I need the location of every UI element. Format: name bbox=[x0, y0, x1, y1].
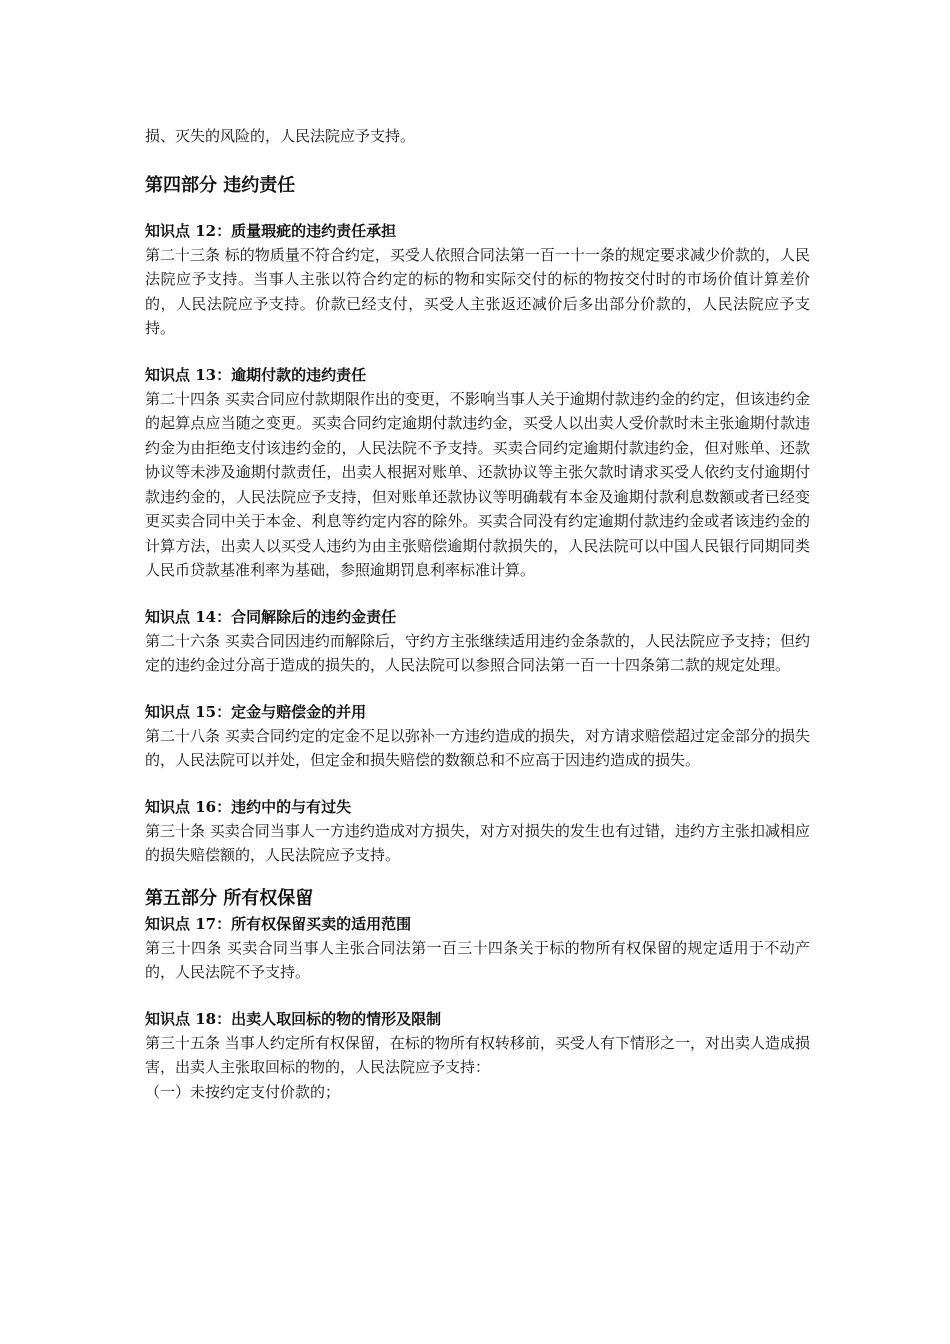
kp18-title: 知识点 18：出卖人取回标的物的情形及限制 bbox=[145, 1009, 442, 1028]
kp13-body: 第二十四条 买卖合同应付款期限作出的变更，不影响当事人关于逾期付款违约金的约定，但该违约金的起算点应当随之变更。买卖合同约定逾期付款违约金，买受人以出卖人受价款时未主张逾期付款违约金为由拒绝支付该违约金的，人民法院不予支持。买卖合同约定逾期付款违约金，但对账单、还款协议等未涉及逾期付款责任，出卖人根据对账单、还款协议等主张欠款时请求买受人依约支付逾期付款违约金的，人民法院应予支持，但对账单还款协议等明确载有本金及逾期付款利息数额或者已经变更买卖合同中关于本金、利息等约定内容的除外。买卖合同没有约定逾期付款违约金或者该违约金的计算方法，出卖人以买受人违约为由主张赔偿逾期付款损失的，人民法院可以中国人民银行同期同类人民币贷款基准利率为基础，参照逾期罚息利率标准计算。 bbox=[145, 389, 810, 579]
intro-line: 损、灭失的风险的，人民法院应予支持。 bbox=[145, 127, 416, 145]
part5-title: 第五部分 所有权保留 bbox=[145, 887, 314, 909]
knowledge-point-13 bbox=[145, 363, 810, 583]
kp14-title: 知识点 14：合同解除后的违约金责任 bbox=[145, 607, 397, 626]
knowledge-point-12 bbox=[145, 219, 810, 341]
kp12-body: 第二十三条 标的物质量不符合约定，买受人依照合同法第一百一十一条的规定要求减少价款的，人民法院应予支持。当事人主张以符合约定的标的物和实际交付的标的物按交付时的市场价值计算差价的，人民法院应予支持。价款已经支付，买受人主张返还减价后多出部分价款的，人民法院应予支持。 bbox=[145, 245, 810, 337]
kp17-title: 知识点 17：所有权保留买卖的适用范围 bbox=[145, 914, 412, 933]
kp16-title: 知识点 16：违约中的与有过失 bbox=[145, 797, 352, 816]
kp13-title: 知识点 13：逾期付款的违约责任 bbox=[145, 365, 367, 384]
kp18-body: 第三十五条 当事人约定所有权保留，在标的物所有权转移前，买受人有下情形之一，对出卖人造成损害，出卖人主张取回标的物的，人民法院应予支持： bbox=[145, 1033, 810, 1076]
document-page bbox=[145, 124, 810, 1104]
kp14-body: 第二十六条 买卖合同因违约而解除后，守约方主张继续适用违约金条款的，人民法院应予支持；但约定的违约金过分高于造成的损失的，人民法院可以参照合同法第一百一十四条第二款的规定处理。 bbox=[145, 631, 810, 674]
knowledge-point-14 bbox=[145, 605, 810, 678]
kp15-body: 第二十八条 买卖合同约定的定金不足以弥补一方违约造成的损失，对方请求赔偿超过定金部分的损失的，人民法院可以并处，但定金和损失赔偿的数额总和不应高于因违约造成的损失。 bbox=[145, 726, 810, 769]
kp16-body: 第三十条 买卖合同当事人一方违约造成对方损失，对方对损失的发生也有过错，违约方主张扣减相应的损失赔偿额的，人民法院应予支持。 bbox=[145, 821, 810, 864]
knowledge-point-18 bbox=[145, 1007, 810, 1105]
knowledge-point-17 bbox=[145, 912, 810, 985]
kp18-sub-item-1: （一）未按约定支付价款的； bbox=[145, 1082, 341, 1101]
knowledge-point-15 bbox=[145, 700, 810, 773]
part4-title: 第四部分 违约责任 bbox=[145, 174, 296, 196]
kp15-title: 知识点 15：定金与赔偿金的并用 bbox=[145, 702, 367, 721]
kp12-title: 知识点 12：质量瑕疵的违约责任承担 bbox=[145, 221, 397, 240]
kp17-body: 第三十四条 买卖合同当事人主张合同法第一百三十四条关于标的物所有权保留的规定适用于不动产的，人民法院不予支持。 bbox=[145, 938, 810, 981]
knowledge-point-16 bbox=[145, 795, 810, 868]
